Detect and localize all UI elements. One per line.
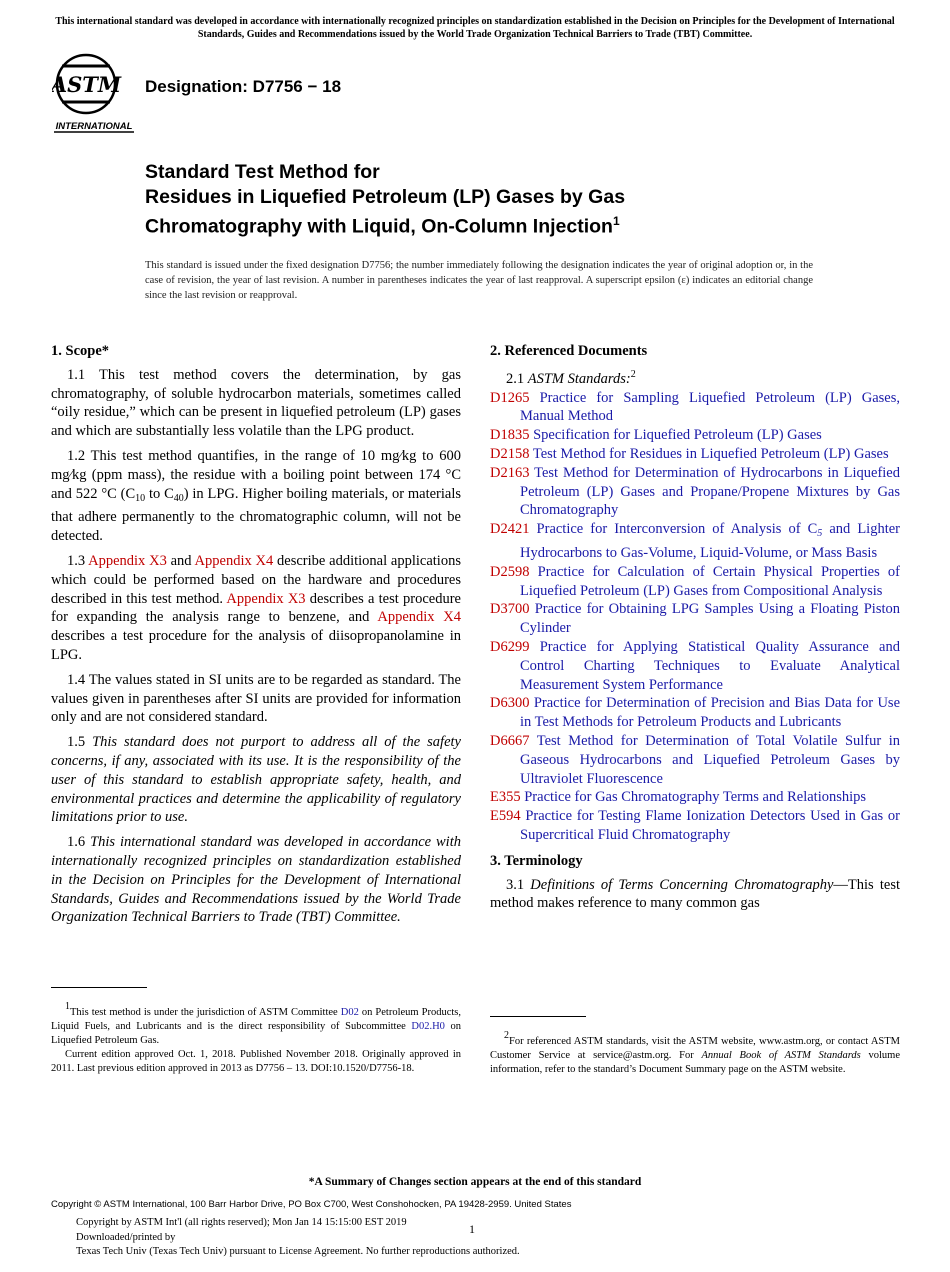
ref-d2158[interactable]: D2158 Test Method for Residues in Liquefied Petroleum (LP) Gases xyxy=(490,445,889,462)
title-footnote-mark[interactable]: 1 xyxy=(612,214,620,228)
title-line-2: Residues in Liquefied Petroleum (LP) Gases by Gas xyxy=(145,185,626,208)
para-1-5: 1.5 This standard does not purport to address all of the safety concerns, if any, associated with its use. It is the responsibility of the user of this standard to establish appropriate safety, health, and environmental practices and determine the applicability of regulatory limitations prior to use. xyxy=(51,734,461,826)
para-1-4: 1.4 The values stated in SI units are to be regarded as standard. The values given in parentheses after SI units are provided for information only and are not considered standard. xyxy=(51,671,461,726)
ref-d2163[interactable]: D2163 Test Method for Determination of Hydrocarbons in Liquefied Petroleum (LP) Gases and Propane/Propene Mixtures by Gas Chromatography xyxy=(490,464,900,519)
ref-d6667[interactable]: D6667 Test Method for Determination of Total Volatile Sulfur in Gaseous Hydrocarbons and Liquefied Petroleum Gases by Ultraviolet Fluorescence xyxy=(490,732,900,787)
ref-d2598[interactable]: D2598 Practice for Calculation of Certain Physical Properties of Liquefied Petroleum (LP) Gases from Compositional Analysis xyxy=(490,563,900,599)
ref-d3700[interactable]: D3700 Practice for Obtaining LPG Samples Using a Floating Piston Cylinder xyxy=(490,601,901,637)
footnote-2: 2For referenced ASTM standards, visit the ASTM website, www.astm.org, or contact ASTM Customer Service at service@astm.org. For Annual Book of ASTM Standards volume information, refer to the standard’s Document Summary page on the ASTM website. xyxy=(490,1030,900,1075)
para-3-1: 3.1 Definitions of Terms Concerning Chromatography—This test method makes reference to many common gas xyxy=(490,876,901,912)
document-title xyxy=(145,160,845,239)
ref-d1835[interactable]: D1835 Specification for Liquefied Petroleum (LP) Gases xyxy=(490,427,822,444)
para-1-6: 1.6 This international standard was developed in accordance with internationally recognized principles on standardization established in the Decision on Principles for the Development of International Standards, Guides and Recommendations issued by the World Trade Organization Technical Barriers to Trade (TBT) Committee. xyxy=(51,834,461,926)
para-1-1: 1.1 This test method covers the determination, by gas chromatography, of soluble hydrocarbon materials, sometimes called “oily residue,” which can be present in liquefied petroleum (LP) gases and which are substantially less volatile than the LPG product. xyxy=(51,366,461,440)
left-column xyxy=(51,342,461,933)
link-d02[interactable]: D02 xyxy=(340,1007,359,1018)
designation: Designation: D7756 − 18 xyxy=(145,77,342,96)
right-column xyxy=(490,342,900,919)
tbt-banner: This international standard was developed in accordance with internationally recognized principles on standardization established in the Decision on Principles for the Development of International Standards, Guides and Recommendations issued by the World Trade Organization Technical Barriers to Trade (TBT) Committee. xyxy=(55,16,895,40)
link-d02-h0[interactable]: D02.H0 xyxy=(411,1021,445,1032)
para-1-3: 1.3 Appendix X3 and Appendix X4 describe additional applications which could be performed based on the hardware and procedures described in this test method. Appendix X3 describes a test procedure for expanding the analysis range to benzene, and Appendix X4 describes a test procedure for the analysis of diisopropanolamine in LPG. xyxy=(51,552,461,663)
section-3-heading: 3. Terminology xyxy=(490,852,583,869)
issued-note: This standard is issued under the fixed designation D7756; the number immediately following the designation indicates the year of original adoption or, in the case of revision, the year of last revision. A number in parentheses indicates the year of last reapproval. A superscript epsilon (ε) indicates an editorial change since the last revision or reapproval. xyxy=(145,260,813,301)
ref-d6300[interactable]: D6300 Practice for Determination of Precision and Bias Data for Use in Test Methods for Petroleum Products and Lubricants xyxy=(490,695,901,731)
ref-e594[interactable]: E594 Practice for Testing Flame Ionization Detectors Used in Gas or Supercritical Fluid Chromatography xyxy=(490,808,900,843)
ref-d6299[interactable]: D6299 Practice for Applying Statistical Quality Assurance and Control Charting Techniques to Evaluate Analytical Measurement System Performance xyxy=(490,638,900,693)
astm-logo xyxy=(52,52,136,134)
download-notice: Copyright by ASTM Int'l (all rights reserved); Mon Jan 14 15:15:00 EST 2019 Downloaded/printed by Texas Tech Univ (Texas Tech Univ) pursuant to License Agreement. No further reproductions authorized. xyxy=(76,1217,520,1257)
para-1-2: 1.2 This test method quantifies, in the range of 10 mg⁄kg to 600 mg⁄kg (ppm mass), the residue with a boiling point between 174 °C and 522 °C ($C_{10}$ to $C_{40}$) in LPG. Higher boiling materials, or materials that adhere permanently to the chromatographic column, will not be detected. xyxy=(51,447,462,545)
logo-text: ASTM xyxy=(52,72,122,97)
summary-of-changes-note: *A Summary of Changes section appears at the end of this standard xyxy=(308,1176,642,1188)
link-appendix-x4[interactable]: Appendix X4 xyxy=(194,552,274,569)
link-appendix-x4-2[interactable]: Appendix X4 xyxy=(377,609,461,626)
ref-d1265[interactable]: D1265 Practice for Sampling Liquefied Petroleum (LP) Gases, Manual Method xyxy=(490,389,901,425)
footnote-1: 1This test method is under the jurisdiction of ASTM Committee D02 on Petroleum Products, Liquid Fuels, and Lubricants and is the direct responsibility of Subcommittee D02.H0 on Liquefied Petroleum Gas. Current edition approved Oct. 1, 2018. Published November 2018. Originally approved in 2011. Last previous edition approved in 2013 as D7756 – 13. DOI:10.1520/D7756-18. xyxy=(51,1001,462,1074)
page-number: 1 xyxy=(469,1222,475,1236)
reference-list xyxy=(490,389,900,845)
footnote-rule-left xyxy=(51,987,147,988)
logo-subtext: INTERNATIONAL xyxy=(55,121,133,132)
section-2-heading: 2. Referenced Documents xyxy=(490,343,648,359)
title-line-3: Chromatography with Liquid, On-Column Injection$^1$ xyxy=(145,214,620,238)
title-line-1: Standard Test Method for xyxy=(145,161,380,183)
footnote-rule-right xyxy=(490,1016,586,1017)
link-appendix-x3[interactable]: Appendix X3 xyxy=(88,552,167,569)
para-2-1: 2.1 ASTM Standards:$^2$ xyxy=(506,368,636,387)
ref-d2421[interactable]: D2421 Practice for Interconversion of Analysis of $C_5$ and Lighter Hydrocarbons to Gas-Volume, Liquid-Volume, or Mass Basis xyxy=(490,521,900,561)
section-1-heading: 1. Scope* xyxy=(51,343,109,359)
ref-e355[interactable]: E355 Practice for Gas Chromatography Terms and Relationships xyxy=(490,789,867,806)
link-appendix-x3-2[interactable]: Appendix X3 xyxy=(226,590,306,607)
copyright-line: Copyright © ASTM International, 100 Barr Harbor Drive, PO Box C700, West Conshohocken, PA 19428-2959. United States xyxy=(51,1199,572,1210)
